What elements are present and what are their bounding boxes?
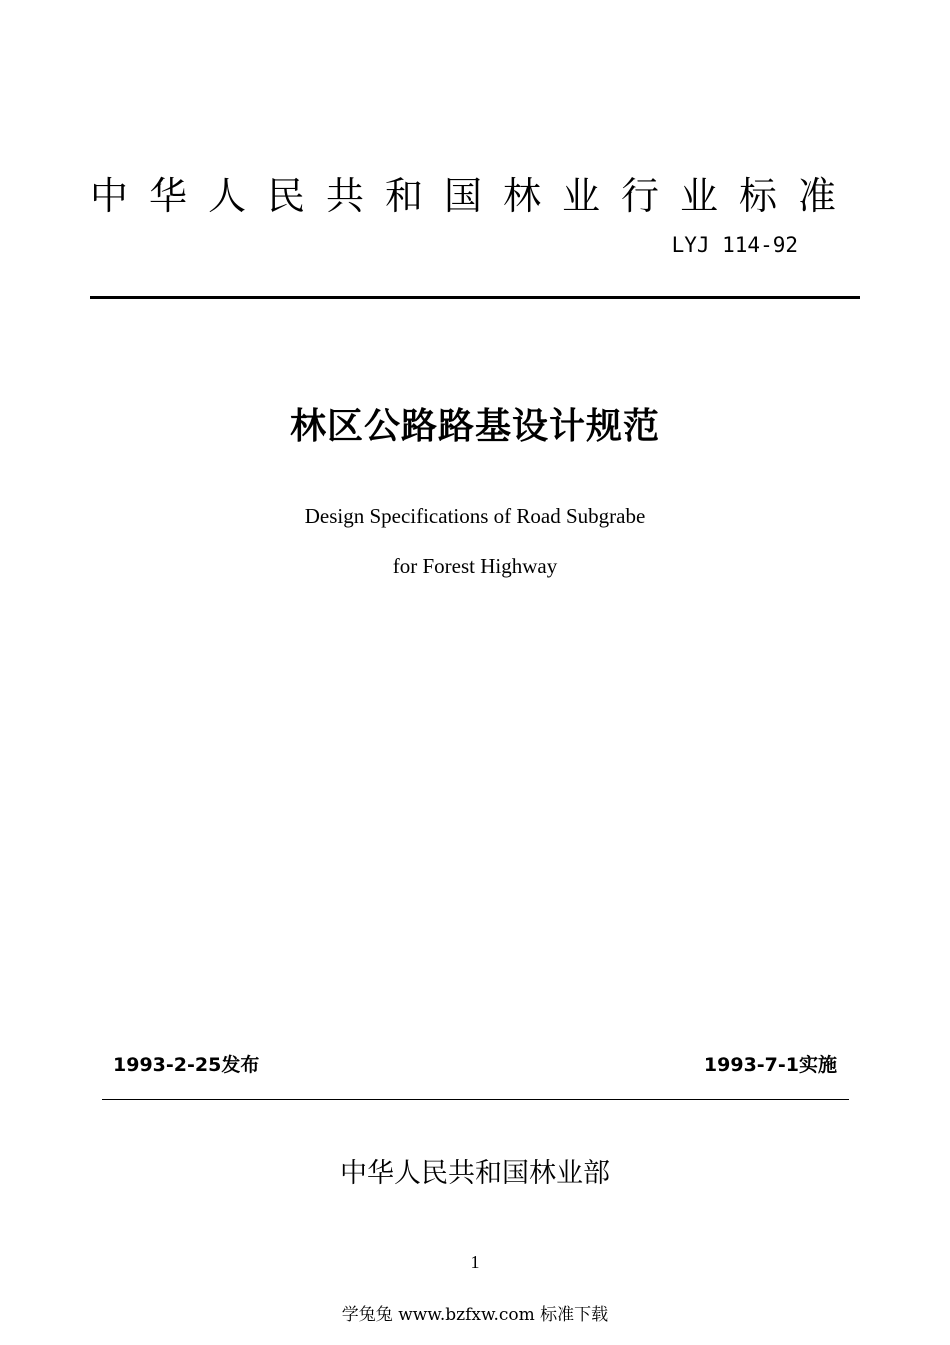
document-title-en-line2: for Forest Highway xyxy=(392,554,558,578)
issue-date: 1993-2-25发布 xyxy=(113,1054,260,1076)
standard-code: LYJ 114-92 xyxy=(671,233,798,257)
download-watermark: 学兔兔 www.bzfxw.com 标准下载 xyxy=(341,1305,609,1325)
document-title-en-line1: Design Specifications of Road Subgrabe xyxy=(304,504,646,528)
implementation-date: 1993-7-1实施 xyxy=(703,1054,837,1076)
footer-divider xyxy=(102,1099,849,1100)
page-number: 1 xyxy=(470,1252,480,1272)
header-divider xyxy=(90,296,860,299)
issuing-authority: 中华人民共和国林业部 xyxy=(340,1158,610,1189)
standard-category-title: 中华人民共和国林业行业标准 xyxy=(90,174,858,218)
document-title-cn: 林区公路路基设计规范 xyxy=(289,406,660,447)
